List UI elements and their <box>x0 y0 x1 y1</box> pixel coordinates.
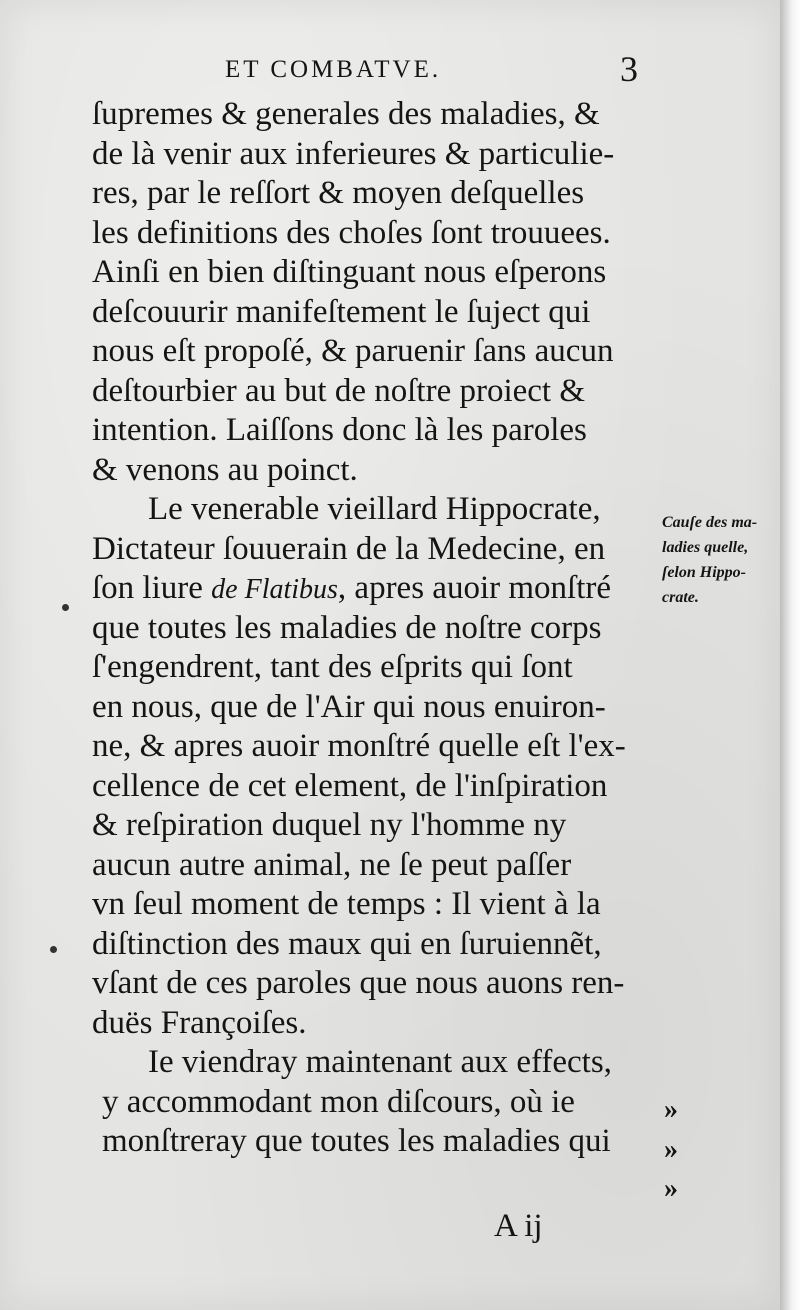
quote-mark: » <box>664 1173 678 1204</box>
text-line: diſtinction des maux qui en ſuruiennẽt, <box>92 925 602 962</box>
text-line: ſ'engendrent, tant des eſprits qui ſont <box>92 649 573 685</box>
paragraph-start-line: Le venerable vieillard Hippocrate, <box>148 491 601 527</box>
text-line: vſant de ces paroles que nous auons ren- <box>92 965 625 1001</box>
text-line: de là venir aux inferieures & particulie- <box>92 135 615 172</box>
margin-note-line: ſelon Hippo- <box>662 564 746 581</box>
text-line: & reſpiration duquel ny l'homme ny <box>92 807 567 843</box>
ink-spot <box>62 604 69 611</box>
text-line: duës Françoiſes. <box>92 1004 307 1041</box>
margin-note-line: crate. <box>662 589 699 606</box>
text-line: que toutes les maladies de noſtre corps <box>92 609 602 646</box>
text-line: ſupremes & generales des maladies, & <box>92 96 600 132</box>
ink-spot <box>50 946 57 953</box>
text-line: Ainſi en bien diſtinguant nous eſperons <box>92 254 607 290</box>
text-line: ne, & apres auoir monſtré quelle eſt l'ex- <box>92 728 626 764</box>
text-line: & venons au poinct. <box>92 451 358 488</box>
quote-mark: » <box>664 1094 678 1125</box>
quote-mark: » <box>664 1133 678 1165</box>
text-line: monſtreray que toutes les maladies qui <box>102 1123 611 1159</box>
text-line: y accommodant mon diſcours, où ie <box>102 1083 575 1120</box>
text-line: deſcouurir manifeſtement le ſuject qui <box>92 293 591 330</box>
text-line: vn ſeul moment de temps : Il vient à la <box>92 886 601 922</box>
quotation-marks <box>664 1090 678 1209</box>
body-text <box>92 95 662 1162</box>
text-line: aucun autre animal, ne ſe peut paſſer <box>92 846 572 883</box>
signature-mark: A ij <box>494 1208 543 1244</box>
page-number: 3 <box>620 49 638 89</box>
text-line: deſtourbier au but de noſtre proiect & <box>92 372 586 409</box>
text-line: cellence de cet element, de l'inſpiration <box>92 767 608 804</box>
text-line: en nous, que de l'Air qui nous enuiron- <box>92 688 606 725</box>
text-line: res, par le reſſort & moyen deſquelles <box>92 175 585 211</box>
margin-note-line: ladies quelle, <box>662 539 749 556</box>
book-title-italic: de Flatibus <box>211 574 338 605</box>
text-line: Dictateur ſouuerain de la Medecine, en <box>92 530 606 567</box>
text-line: intention. Laiſſons donc là les paroles <box>92 412 587 448</box>
running-head: ET COMBATVE. <box>225 56 442 83</box>
text-line: ſon liure de Flatibus, apres auoir monſtré <box>92 570 611 606</box>
margin-note-line: Cauſe des ma- <box>662 514 758 531</box>
text-line: les definitions des choſes ſont trouuees. <box>92 214 611 251</box>
paragraph-start-line: Ie viendray maintenant aux effects, <box>148 1044 612 1080</box>
text-line: nous eſt propoſé, & paruenir ſans aucun <box>92 333 614 369</box>
page-edge <box>780 0 800 1310</box>
